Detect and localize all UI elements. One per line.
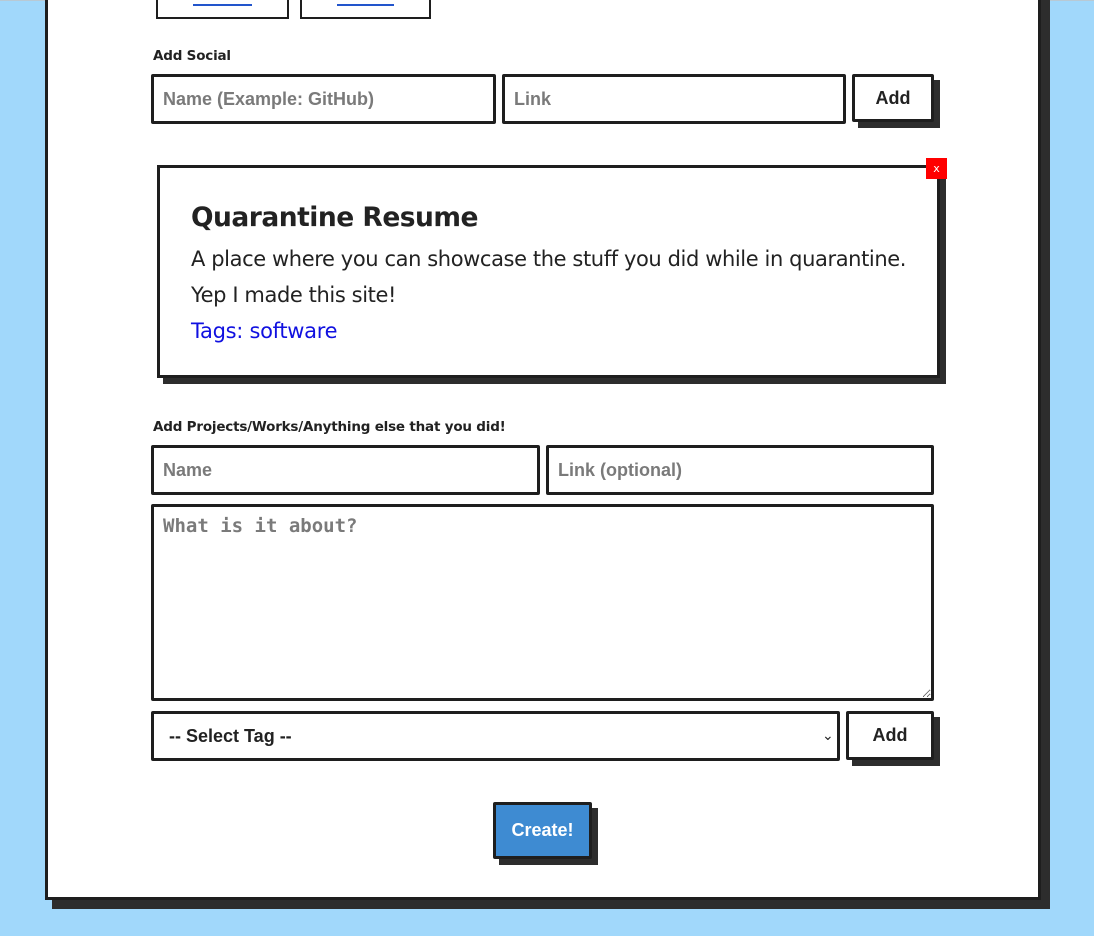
social-name-input[interactable] — [151, 74, 496, 124]
create-button[interactable]: Create! — [493, 802, 592, 859]
chevron-down-icon: ⌄ — [822, 728, 834, 744]
social-link-input[interactable] — [502, 74, 846, 124]
previous-section-button-right[interactable] — [300, 0, 431, 19]
add-social-label: Add Social — [153, 48, 231, 64]
remove-project-button[interactable]: x — [926, 158, 947, 179]
project-title: Quarantine Resume — [191, 202, 479, 233]
add-projects-label: Add Projects/Works/Anything else that you did! — [153, 419, 506, 435]
project-tags: Tags: software — [191, 319, 338, 343]
add-social-button[interactable]: Add — [852, 74, 934, 122]
create-button-wrap — [493, 802, 592, 859]
previous-section-button-left[interactable] — [156, 0, 289, 19]
add-project-button-wrap — [846, 711, 934, 760]
project-description: A place where you can showcase the stuff you did while in quarantine. Yep I made this site! — [191, 247, 907, 307]
add-project-button[interactable]: Add — [846, 711, 934, 760]
project-name-input[interactable] — [151, 445, 540, 495]
project-card — [157, 165, 940, 378]
project-link-input[interactable] — [546, 445, 934, 495]
project-about-textarea[interactable] — [151, 504, 934, 701]
add-social-button-wrap — [852, 74, 934, 122]
tag-select[interactable] — [151, 711, 840, 761]
